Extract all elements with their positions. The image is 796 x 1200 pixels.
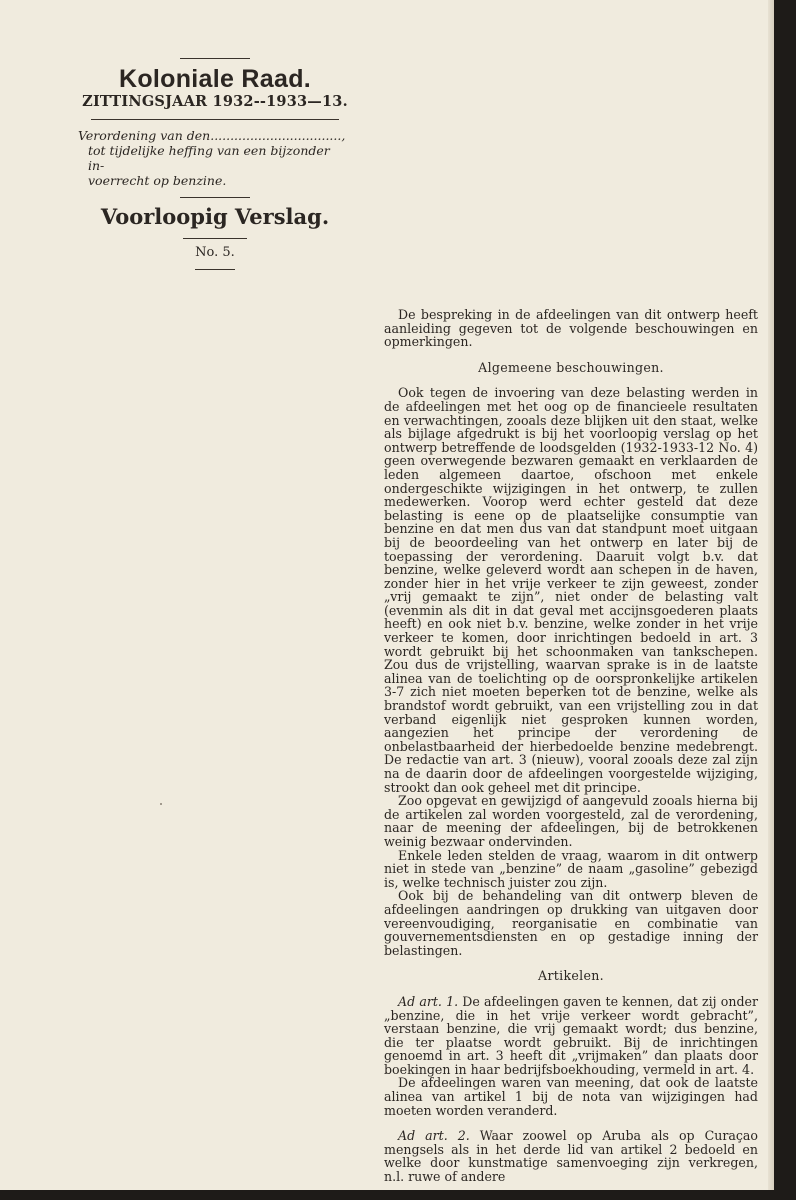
ordinance-description (78, 128, 346, 188)
council-title: Koloniale Raad. (118, 65, 312, 93)
article-1-paragraph (384, 995, 758, 1077)
general-paragraph-1: Ook tegen de invoering van deze belasting werden in de afdeelingen met het oog op de financieele resultaten en verwachtingen, zooals deze blijken uit den staat, welke als bijlage afgedrukt is bij het voorloopig verslag op het ontwerp betreffende de loodsgelden (1932-1933-12 No. 4) geen overwegende bezwaren gemaakt en verklaarden de leden algemeen daartoe, ofschoon met enkele ondergeschikte wijzigingen in het ontwerp, te zullen medewerken. Voorop werd echter gesteld dat deze belasting is eene op de plaatselijke consumptie van benzine en dat men dus van dat standpunt moet uitgaan bij de beoordeeling van het ontwerp en later bij de toepassing der verordening. Daaruit volgt b.v. dat benzine, welke geleverd wordt aan schepen in de haven, zonder hier in het vrije verkeer te zijn geweest, zonder „vrij gemaakt te zijn”, niet onder de belasting valt (evenmin als dit in dat geval met accijnsgoederen plaats heeft) en ook niet b.v. benzine, welke zonder in het vrije verkeer te komen, door inrichtingen bedoeld in art. 3 wordt gebruikt bij het schoonmaken van tankschepen. Zou dus de vrijstelling, waarvan sprake is in de laatste alinea van de toelichting op de oorspronkelijke artikelen 3-7 zich niet moeten beperken tot de benzine, welke als brandstof wordt gebruikt, van een vrijstelling zou in dat verband eigenlijk niet gesproken kunnen worden, aangezien het principe der verordening de onbelastbaarheid der hierbedoelde benzine medebrengt. De redactie van art. 3 (nieuw), vooral zooals deze zal zijn na de daarin door de afdeelingen voorgestelde wijziging, strookt dan ook geheel met dit principe. (384, 385, 758, 795)
intro-paragraph: De bespreking in de afdeelingen van dit ontwerp heeft aanleiding gegeven tot de volgende beschouwingen en opmerkingen. (384, 307, 758, 350)
number-rule (195, 269, 235, 270)
general-heading: Algemeene beschouwingen. (478, 359, 664, 375)
article-1-label: Ad art. 1. (398, 993, 459, 1009)
article-2-text: Waar zoowel op Aruba als op Curaçao mengsels als in het derde lid van artikel 2 bedoeld en welke door kunstmatige samenvoeging zijn verkregen, n.l. ruwe of andere (384, 1128, 758, 1185)
general-paragraph-3: Enkele leden stelden de vraag, waarom in dit ontwerp niet in stede van „benzine” de naam „gasoline” gebezigd is, welke technisch juister zou zijn. (384, 847, 758, 890)
general-paragraph-4: Ook bij de behandeling van dit ontwerp bleven de afdeelingen aandringen op drukking van uitgaven door vereenvoudiging, reorganisatie en combinatie van gouvernementsdiensten en op gestadige inning der belastingen. (384, 888, 758, 958)
articles-heading: Artikelen. (538, 968, 604, 984)
ordinance-line-1: Verordening van den................................., (78, 128, 346, 143)
ordinance-rule (180, 197, 250, 198)
report-title: Voorloopig Verslag. (100, 204, 330, 229)
report-body (384, 308, 758, 1184)
scan-border-right (774, 0, 796, 1200)
article-1-text: De afdeelingen gaven te kennen, dat zij onder „benzine, die in het vrije verkeer wordt gebracht”, verstaan benzine, die vrij gemaakt wordt; dus benzine, die ter plaatse wordt gebruikt. Bij de inrichtingen genoemd in art. 3 heeft dit „vrijmaken” dan plaats door boekingen in haar bedrijfsboekhouding, vermeld in art. 4. (384, 993, 758, 1077)
ordinance-line-2: tot tijdelijke heffing van een bijzonder in- (88, 143, 330, 173)
session-year: ZITTINGSJAAR 1932--1933—13. (82, 93, 348, 110)
report-rule (183, 238, 247, 239)
scan-border-bottom (0, 1190, 796, 1200)
article-1-paragraph-2: De afdeelingen waren van meening, dat ook de laatste alinea van artikel 1 bij de nota van wijzigingen had moeten worden veranderd. (384, 1075, 758, 1118)
general-paragraph-2: Zoo opgevat en gewijzigd of aangevuld zooals hierna bij de artikelen zal worden voorgesteld, zal de verordening, naar de meening der afdeelingen, bij de betrokkenen weinig bezwaar ondervinden. (384, 793, 758, 849)
document-header (60, 58, 370, 270)
ordinance-line-3: voerrecht op benzine. (88, 173, 227, 188)
ink-speck (160, 803, 162, 805)
top-rule (180, 58, 250, 59)
document-number: No. 5. (195, 245, 235, 260)
header-rule (91, 119, 339, 120)
article-2-label: Ad art. 2. (398, 1128, 470, 1144)
article-2-paragraph (384, 1129, 758, 1183)
